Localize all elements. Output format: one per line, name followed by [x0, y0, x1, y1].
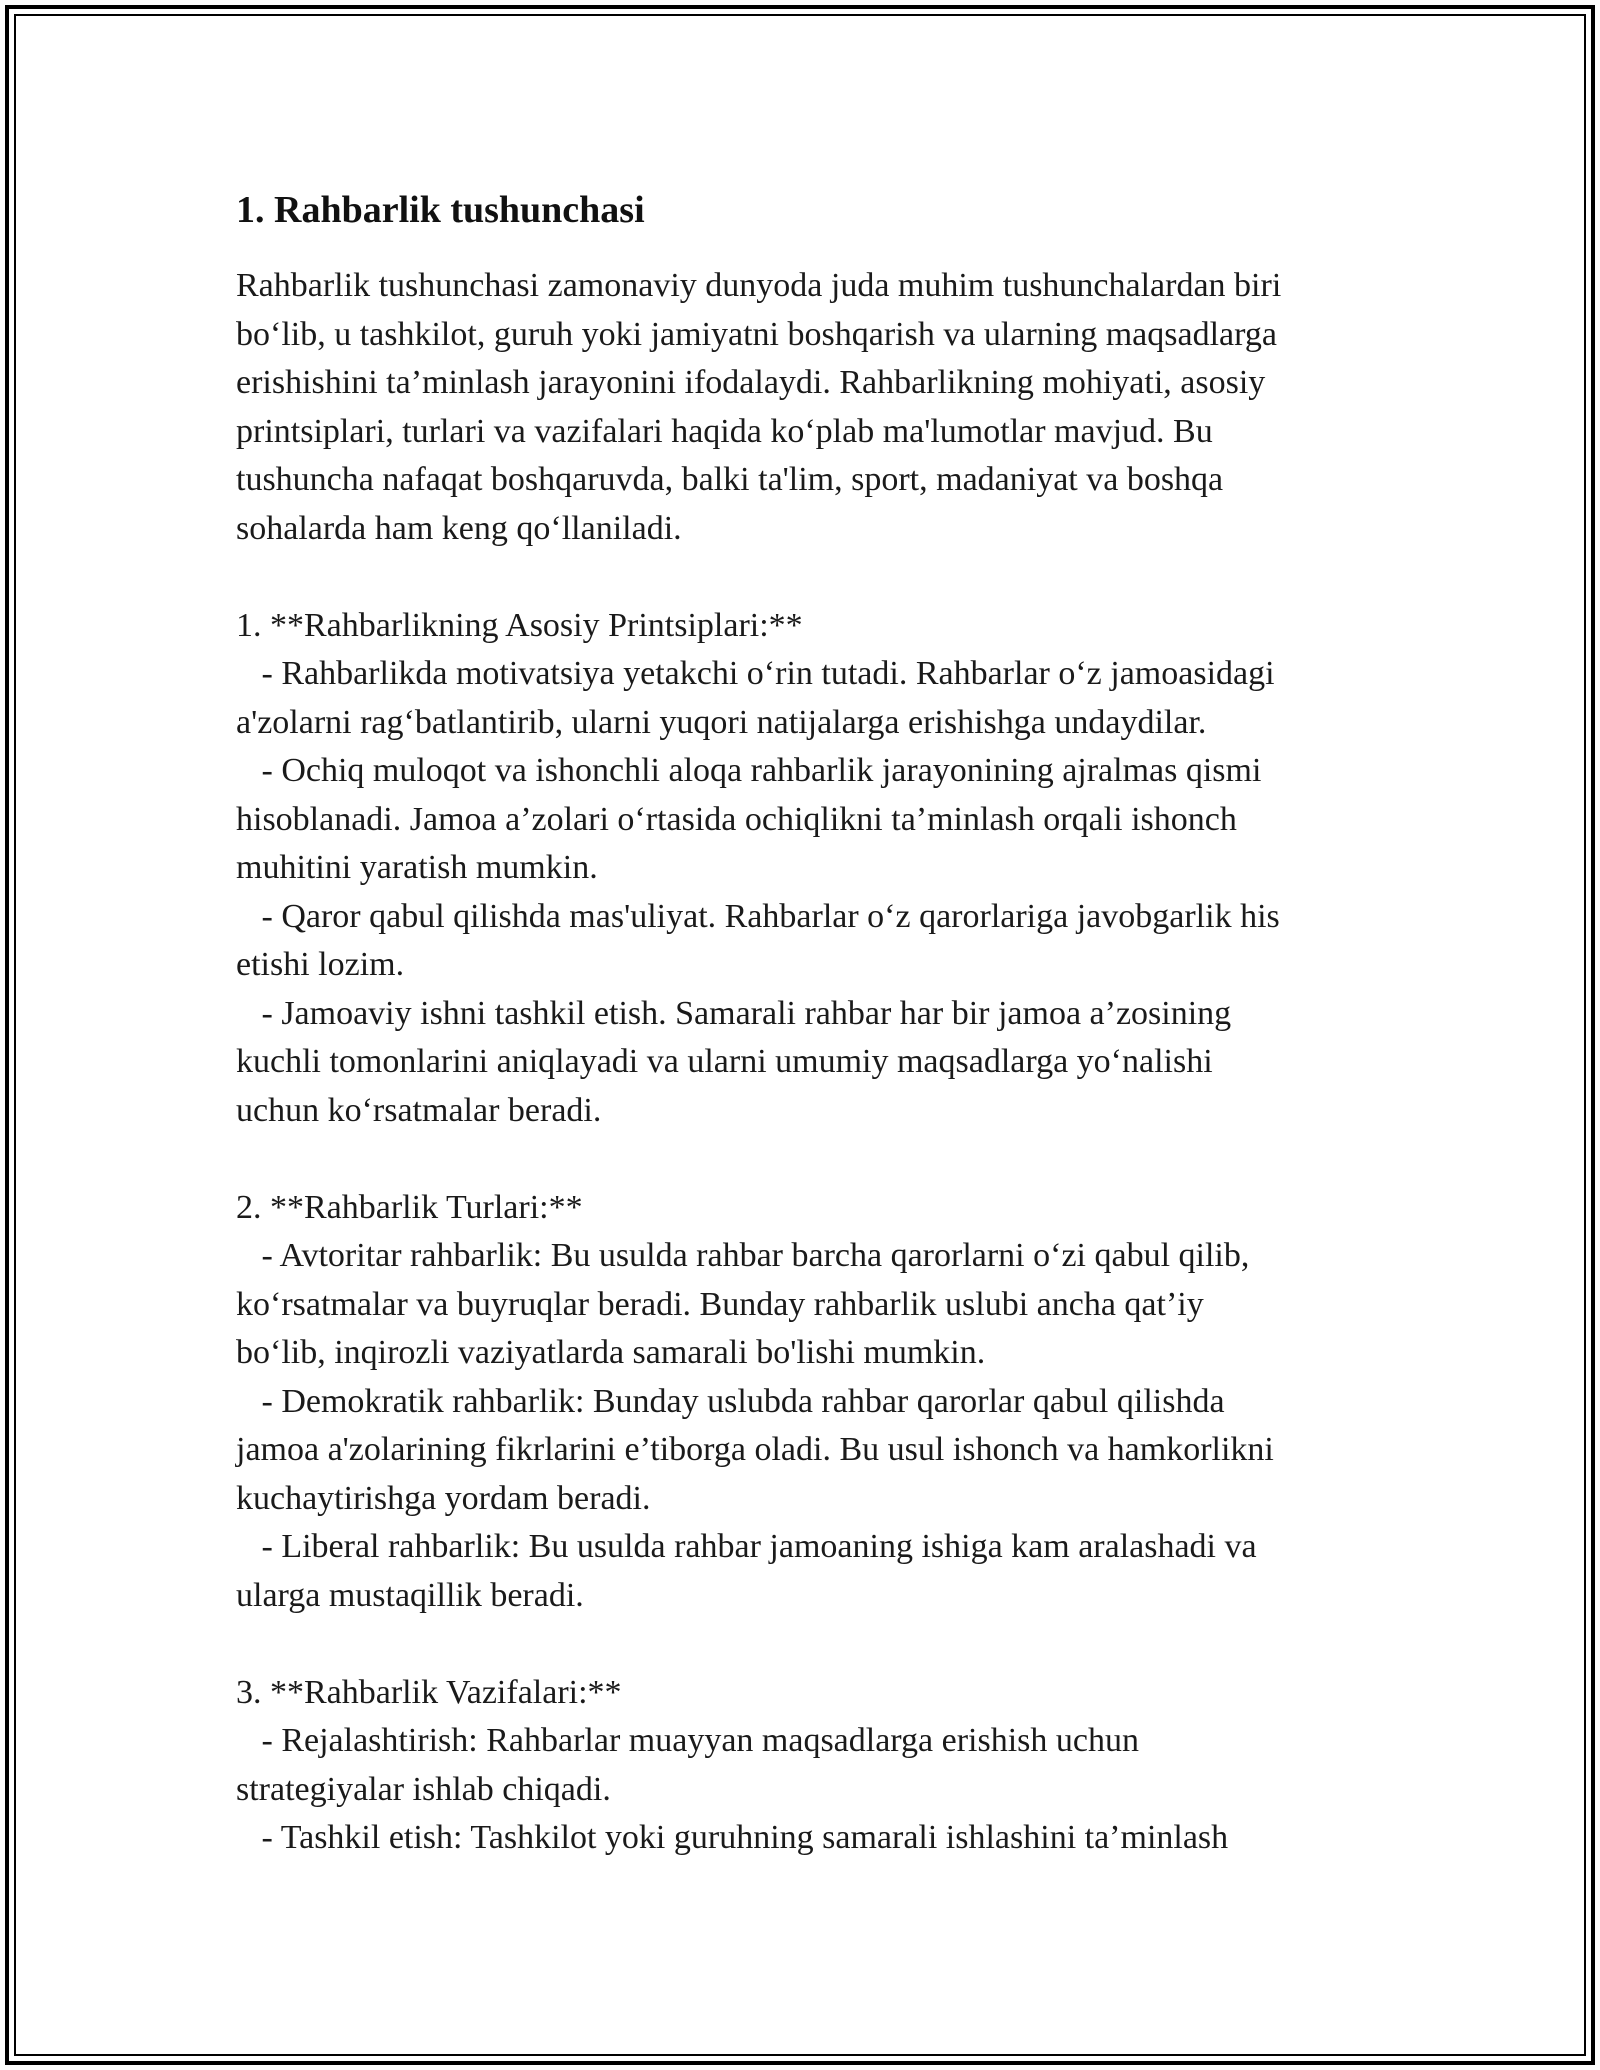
- paragraph-spacer: [236, 1135, 1386, 1184]
- section-heading-types: 2. **Rahbarlik Turlari:**: [236, 1188, 583, 1226]
- paragraph-spacer: [236, 553, 1386, 602]
- document-body: [236, 186, 1386, 1863]
- paragraph-spacer: [236, 1620, 1386, 1669]
- section-body-functions: - Rejalashtirish: Rahbarlar muayyan maqsadlarga erishish uchun strategiyalar ishlab chiqadi. - Tashkil etish: Tashkilot yoki guruhning samarali ishlashini ta’minlash: [236, 1722, 1229, 1856]
- section-body-types: - Avtoritar rahbarlik: Bu usulda rahbar barcha qarorlarni o‘zi qabul qilib, ko‘rsatmalar va buyruqlar beradi. Bunday rahbarlik uslubi ancha qat’iy bo‘lib, inqirozli vaziyatlarda samarali bo'lishi mumkin. - Demokratik rahbarlik: Bunday uslubda rahbar qarorlar qabul qilishda jamoa a'zolarining fikrlarini e’tiborga oladi. Bu usul ishonch va hamkorlikni kuchaytirishga yordam beradi. - Liberal rahbarlik: Bu usulda rahbar jamoaning ishiga kam aralashadi va ularga mustaqillik beradi.: [236, 1237, 1274, 1614]
- document-title: 1. Rahbarlik tushunchasi: [236, 189, 645, 231]
- intro-paragraph: Rahbarlik tushunchasi zamonaviy dunyoda juda muhim tushunchalardan biri bo‘lib, u tashkilot, guruh yoki jamiyatni boshqarish va ularning maqsadlarga erishishini ta’minlash jarayonini ifodalaydi. Rahbarlikning mohiyati, asosiy printsiplari, turlari va vazifalari haqida ko‘plab ma'lumotlar mavjud. Bu tushuncha nafaqat boshqaruvda, balki ta'lim, sport, madaniyat va boshqa sohalarda ham keng qo‘llaniladi.: [236, 267, 1282, 547]
- section-body-principles: - Rahbarlikda motivatsiya yetakchi o‘rin tutadi. Rahbarlar o‘z jamoasidagi a'zolarni rag‘batlantirib, ularni yuqori natijalarga erishishga undaydilar. - Ochiq muloqot va ishonchli aloqa rahbarlik jarayonining ajralmas qismi hisoblanadi. Jamoa a’zolari o‘rtasida ochiqlikni ta’minlash orqali ishonch muhitini yaratish mumkin. - Qaror qabul qilishda mas'uliyat. Rahbarlar o‘z qarorlariga javobgarlik his etishi lozim. - Jamoaviy ishni tashkil etish. Samarali rahbar har bir jamoa a’zosining kuchli tomonlarini aniqlayadi va ularni umumiy maqsadlarga yo‘nalishi uchun ko‘rsatmalar beradi.: [236, 655, 1280, 1129]
- section-heading-functions: 3. **Rahbarlik Vazifalari:**: [236, 1673, 622, 1711]
- section-heading-principles: 1. **Rahbarlikning Asosiy Printsiplari:**: [236, 606, 803, 644]
